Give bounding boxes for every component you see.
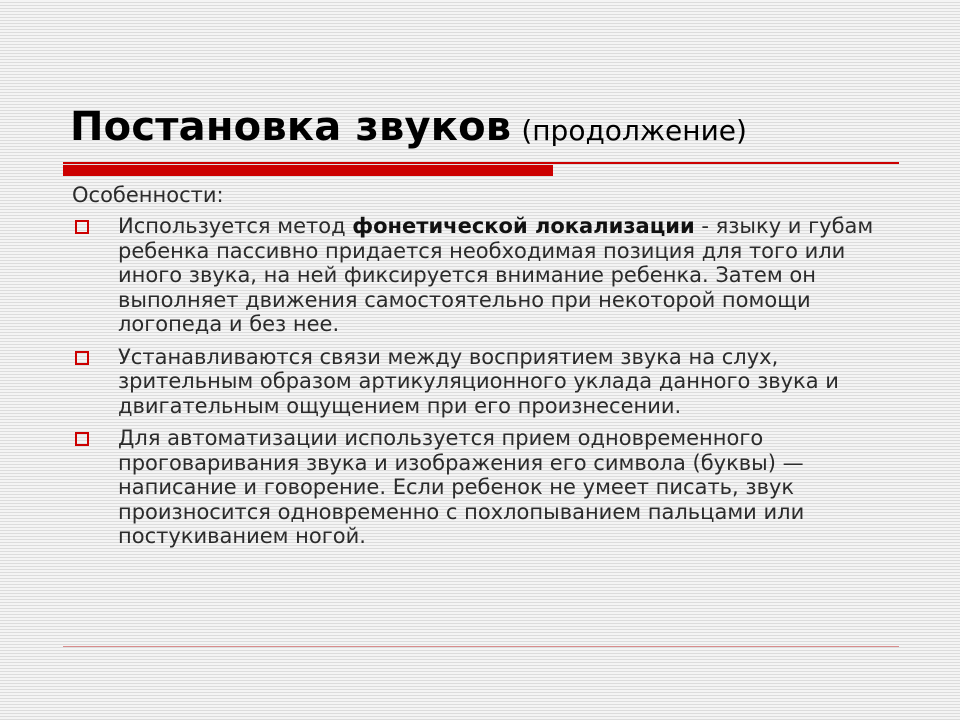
footer-divider xyxy=(63,646,899,647)
bullet-item xyxy=(72,214,892,337)
slide-body xyxy=(72,182,892,557)
title-subtitle: (продолжение) xyxy=(521,114,747,147)
page-title xyxy=(70,104,747,150)
bullet-item xyxy=(72,426,892,549)
title-main: Постановка звуков xyxy=(70,104,512,150)
bullet-list xyxy=(72,214,892,549)
hollow-square-bullet-icon xyxy=(75,351,89,365)
bullet-text-lead: Используется метод xyxy=(118,214,353,238)
bullet-text: Устанавливаются связи между восприятием звука на слух, зрительным образом артикуляционного уклада данного звука и двигательным ощущением при его произнесении. xyxy=(118,344,839,418)
bullet-item xyxy=(72,345,892,419)
hollow-square-bullet-icon xyxy=(75,432,89,446)
title-underline-thin xyxy=(63,162,899,164)
bullet-text-rest: - языку и губам ребенка пассивно придается необходимая позиция для того или иного звука, на ней фиксируется внимание ребенка. Затем он выполняет движения самостоятельно при некоторой помощи логопеда и без нее. xyxy=(118,214,874,336)
hollow-square-bullet-icon xyxy=(75,220,89,234)
section-label: Особенности: xyxy=(72,183,224,207)
title-underline-thick xyxy=(63,165,553,176)
bullet-text-emphasis: фонетической локализации xyxy=(352,214,695,238)
bullet-text: Для автоматизации используется прием одновременного проговаривания звука и изображения его символа (буквы) — написание и говорение. Если ребенок не умеет писать, звук произносится одновременно с похлопыванием пальцами или постукиванием ногой. xyxy=(118,426,805,548)
